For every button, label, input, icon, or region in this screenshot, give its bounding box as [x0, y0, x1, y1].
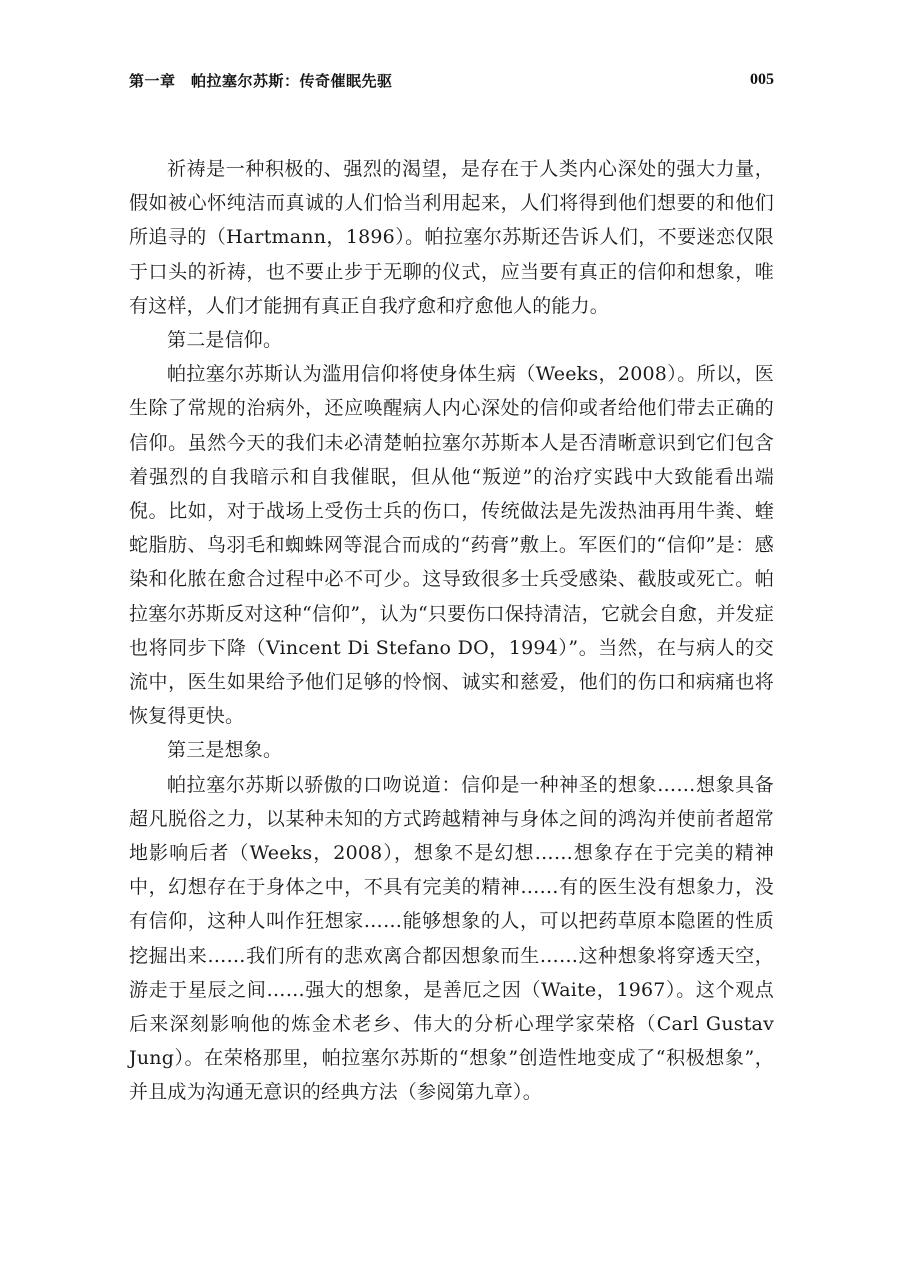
body-text [129, 152, 774, 1110]
running-head [129, 68, 774, 92]
paragraph-imagination: 帕拉塞尔苏斯以骄傲的口吻说道：信仰是一种神圣的想象……想象具备超凡脱俗之力，以某种未知的方式跨越精神与身体之间的鸿沟并使前者超常地影响后者（Weeks，2008），想象不是幻想……想象存在于完美的精神中，幻想存在于身体之中，不具有完美的精神……有的医生没有想象力，没有信仰，这种人叫作狂想家……能够想象的人，可以把药草原本隐匿的性质挖掘出来……我们所有的悲欢离合都因想象而生……这种想象将穿透天空，游走于星辰之间……强大的想象，是善厄之因（Waite，1967）。这个观点后来深刻影响他的炼金术老乡、伟大的分析心理学家荣格（Carl Gustav Jung）。在荣格那里，帕拉塞尔苏斯的“想象”创造性地变成了“积极想象”，并且成为沟通无意识的经典方法（参阅第九章）。 [129, 773, 774, 1104]
paragraph-heading-faith: 第二是信仰。 [167, 329, 283, 352]
paragraph-prayer: 祈祷是一种积极的、强烈的渴望，是存在于人类内心深处的强大力量，假如被心怀纯洁而真诚的人们恰当利用起来，人们将得到他们想要的和他们所追寻的（Hartmann，1896）。帕拉塞尔苏斯还告诉人们，不要迷恋仅限于口头的祈祷，也不要止步于无聊的仪式，应当要有真正的信仰和想象，唯有这样，人们才能拥有真正自我疗愈和疗愈他人的能力。 [129, 158, 774, 317]
paragraph-heading-imagination: 第三是想象。 [167, 739, 283, 762]
paragraph-faith: 帕拉塞尔苏斯认为滥用信仰将使身体生病（Weeks，2008）。所以，医生除了常规的治病外，还应唤醒病人内心深处的信仰或者给他们带去正确的信仰。虽然今天的我们未必清楚帕拉塞尔苏斯本人是否清晰意识到它们包含着强烈的自我暗示和自我催眠，但从他“叛逆”的治疗实践中大致能看出端倪。比如，对于战场上受伤士兵的伤口，传统做法是先泼热油再用牛粪、蝰蛇脂肪、鸟羽毛和蜘蛛网等混合而成的“药膏”敷上。军医们的“信仰”是：感染和化脓在愈合过程中必不可少。这导致很多士兵受感染、截肢或死亡。帕拉塞尔苏斯反对这种“信仰”，认为“只要伤口保持清洁，它就会自愈，并发症也将同步下降（Vincent Di Stefano DO，1994）”。当然，在与病人的交流中，医生如果给予他们足够的怜悯、诚实和慈爱，他们的伤口和病痛也将恢复得更快。 [129, 363, 774, 728]
chapter-title: 第一章 帕拉塞尔苏斯：传奇催眠先驱 [129, 71, 393, 90]
page-number: 005 [750, 71, 774, 88]
